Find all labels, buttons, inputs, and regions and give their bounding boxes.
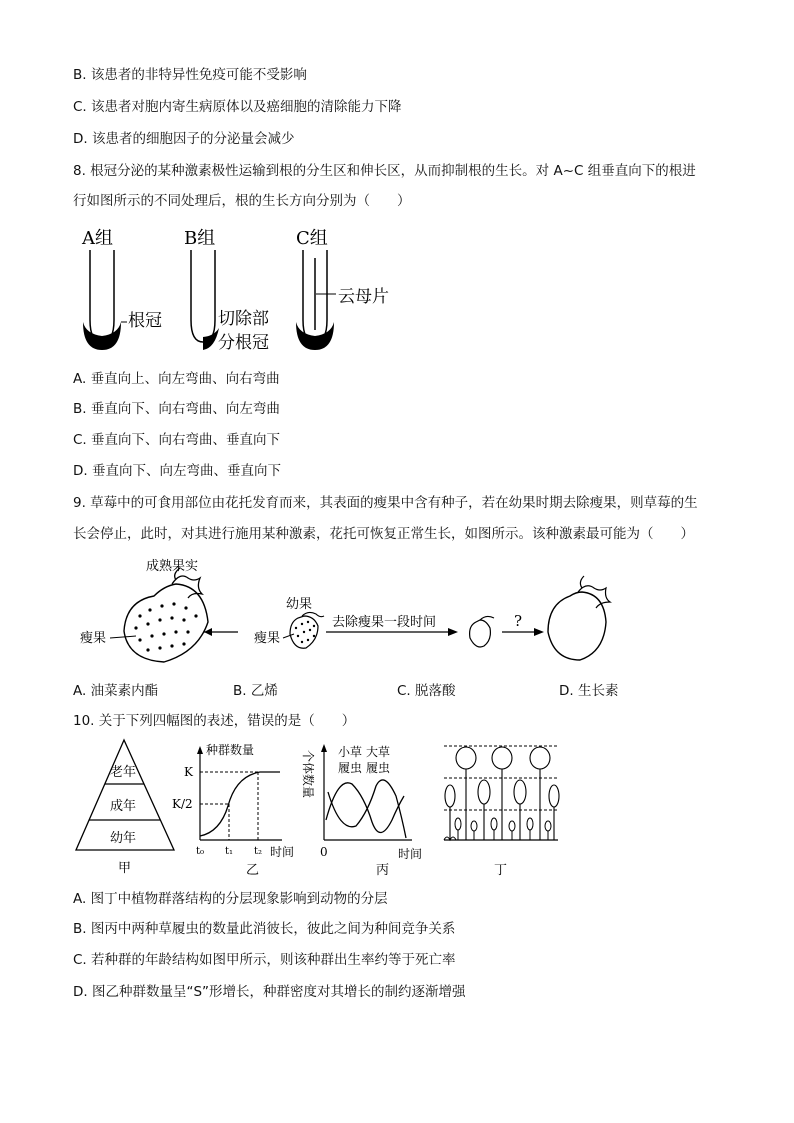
q7-option-c: C. 该患者对胞内寄生病原体以及癌细胞的清除能力下降 [73,99,402,115]
q9-receptacle-small [470,620,491,647]
q9-receptacle-large [548,592,606,660]
fig-yi-caption: 乙 [246,863,260,878]
q10-fig-ding [436,740,566,880]
q8-group-a-label: A组 [82,228,113,249]
bing-big-grass-label: 大草 [366,745,391,759]
yi-t2-label: t₂ [254,846,263,857]
q8-option-a: A. 垂直向上、向左弯曲、向右弯曲 [73,371,280,387]
q7-option-b: B. 该患者的非特异性免疫可能不受影响 [73,67,307,83]
pyramid-adult-label: 成年 [110,799,137,814]
q8-mica-label: 云母片 [338,287,389,307]
fig-bing-caption: 丙 [376,863,390,878]
q10-stem: 10. 关于下列四幅图的表述，错误的是（ ） [73,713,356,729]
curve-big-paramecium [328,780,406,838]
yi-x-axis-label: 时间 [270,845,295,859]
q10-fig-bing [300,740,430,880]
curve-small-paramecium [326,783,404,833]
q8-option-b: B. 垂直向下、向右弯曲、向左弯曲 [73,401,280,417]
q10-fig-jia [72,738,182,878]
pyramid-old-label: 老年 [110,765,137,780]
q9-mature-label: 成熟果实 [146,559,199,574]
q10-option-c: C. 若种群的年龄结构如图甲所示，则该种群出生率约等于死亡率 [73,952,456,968]
bing-bug2-label: 履虫 [366,761,391,775]
q10-option-d: D. 图乙种群数量呈“S”形增长，种群密度对其增长的制约逐渐增强 [73,984,466,1000]
q8-group-b-label: B组 [184,228,216,249]
q8-root-cap-label: 根冠 [128,311,162,331]
q9-stem-line1: 9. 草莓中的可食用部位由花托发育而来，其表面的瘦果中含有种子，若在幼果时期去除瘦果，则草莓的生 [73,495,698,511]
fig-jia-caption: 甲 [118,861,132,876]
q8-root-cap-a [83,322,121,350]
q9-achene-left-label: 瘦果 [80,631,107,646]
yi-t0-label: t₀ [196,846,205,857]
q8-group-c-label: C组 [296,228,328,249]
q9-mature-strawberry [124,584,208,662]
bing-x-axis-label: 时间 [398,847,423,861]
q8-option-d: D. 垂直向下、向左弯曲、垂直向下 [73,463,281,479]
q8-root-cap-b [203,328,219,350]
q8-cut-label-2: 分根冠 [218,333,269,353]
bing-origin-label: 0 [320,845,328,859]
q9-remove-label: 去除瘦果一段时间 [332,615,437,630]
q8-option-c: C. 垂直向下、向右弯曲、垂直向下 [73,432,281,448]
yi-k-half-label: K/2 [172,797,193,811]
q9-question-mark: ? [514,612,523,630]
q9-strawberry-figure [76,556,621,668]
q10-option-a: A. 图丁中植物群落结构的分层现象影响到动物的分层 [73,891,388,907]
fig-ding-caption: 丁 [494,863,508,878]
herbs [455,818,551,840]
bing-y-axis-label [301,750,316,798]
q9-option-a: A. 油菜素内酯 [73,683,159,699]
yi-t1-label: t₁ [225,846,234,857]
q10-option-b: B. 图丙中两种草履虫的数量此消彼长，彼此之间为种间竞争关系 [73,921,456,937]
svg-text:个体数量: 个体数量 [301,750,315,799]
q8-stem-line2: 行如图所示的不同处理后，根的生长方向分别为（ ） [73,193,411,209]
q9-option-b: B. 乙烯 [233,683,278,699]
q9-achene-mid-label: 瘦果 [254,631,281,646]
pyramid-young-label: 幼年 [110,831,137,846]
q7-option-d: D. 该患者的细胞因子的分泌量会减少 [73,131,295,147]
bing-bug1-label: 履虫 [338,761,363,775]
q9-young-label: 幼果 [286,597,313,612]
q9-option-d: D. 生长素 [559,683,619,699]
q8-stem-line1: 8. 根冠分泌的某种激素极性运输到根的分生区和伸长区，从而抑制根的生长。对 A~C 组垂直向下的根进 [73,163,696,179]
tall-trees [456,747,550,840]
yi-y-axis-label: 种群数量 [206,743,255,757]
yi-k-label: K [184,765,193,779]
q9-option-c: C. 脱落酸 [397,683,456,699]
bing-small-grass-label: 小草 [338,745,363,759]
q8-cut-label-1: 切除部 [218,309,269,329]
q8-root-figure [78,222,418,360]
q9-stem-line2: 长会停止，此时，对其进行施用某种激素，花托可恢复正常生长，如图所示。该种激素最可能为（ ） [73,526,694,542]
q10-fig-yi [170,740,300,880]
